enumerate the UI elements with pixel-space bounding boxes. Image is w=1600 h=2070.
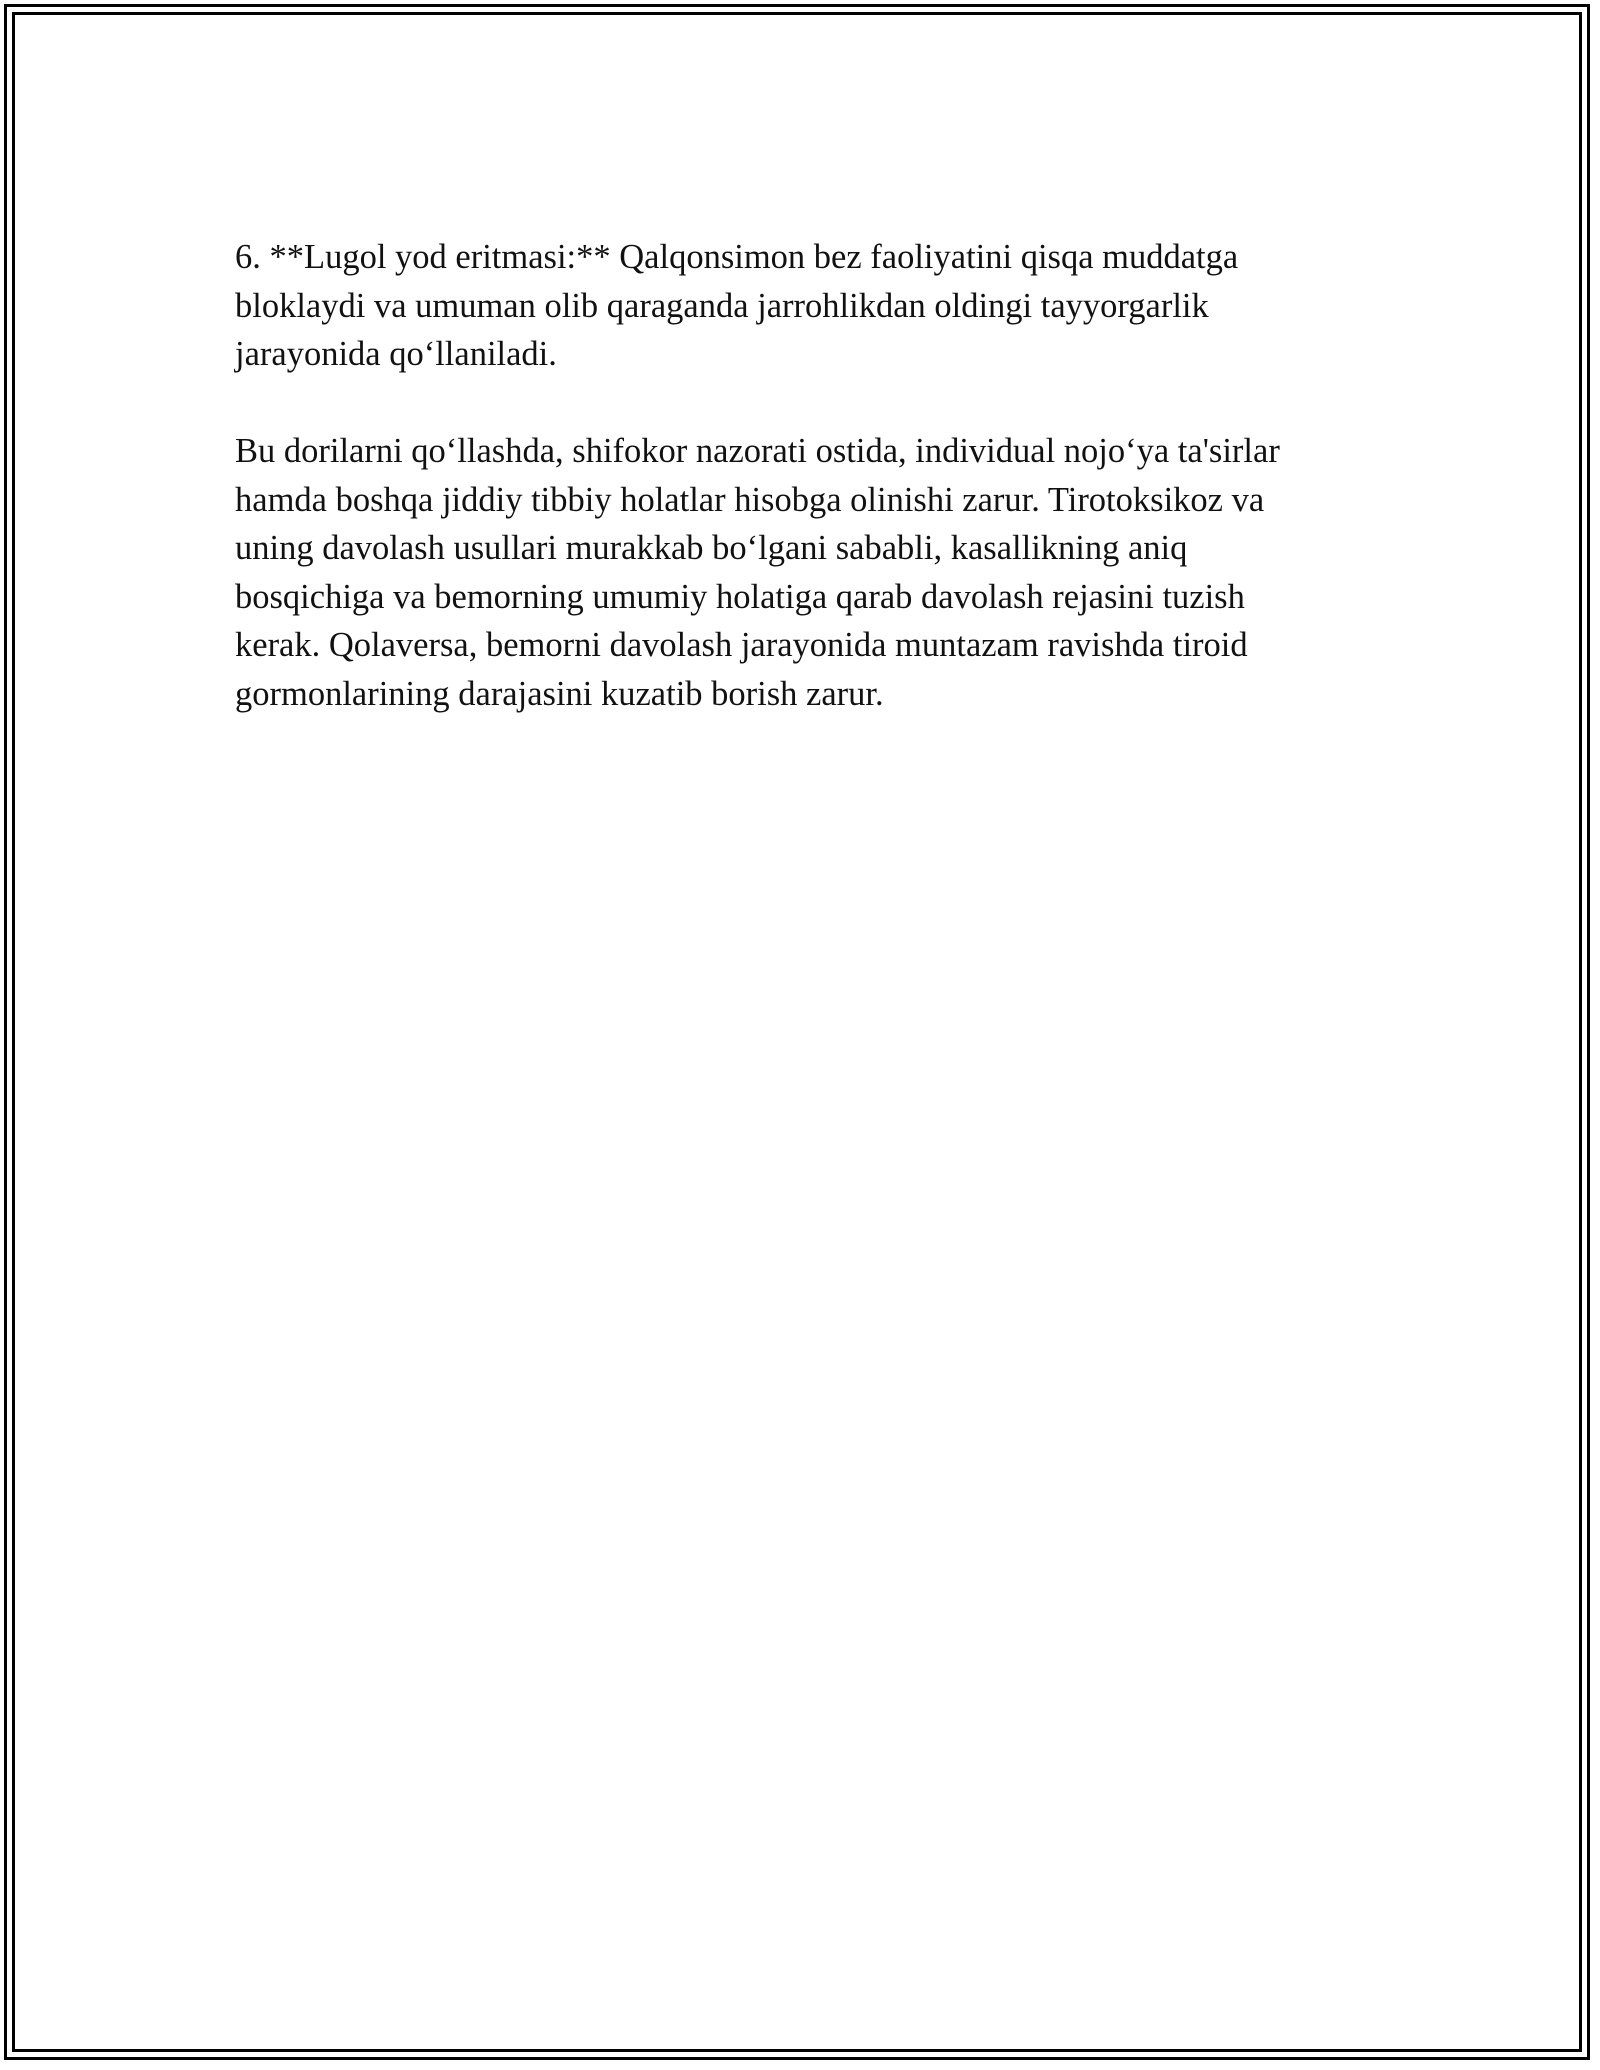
document-body xyxy=(235,233,1365,718)
paragraph-treatment-notes: Bu dorilarni qo‘llashda, shifokor nazorati ostida, individual nojo‘ya ta'sirlar hamda boshqa jiddiy tibbiy holatlar hisobga olinishi zarur. Tirotoksikoz va uning davolash usullari murakkab bo‘lgani sababli, kasallikning aniq bosqichiga va bemorning umumiy holatiga qarab davolash rejasini tuzish kerak. Qolaversa, bemorni davolash jarayonida muntazam ravishda tiroid gormonlarining darajasini kuzatib borish zarur. xyxy=(235,432,1280,713)
paragraph-lugol-item: 6. **Lugol yod eritmasi:** Qalqonsimon bez faoliyatini qisqa muddatga bloklaydi va umuman olib qaraganda jarrohlikdan oldingi tayyorgarlik jarayonida qo‘llaniladi. xyxy=(235,238,1239,373)
